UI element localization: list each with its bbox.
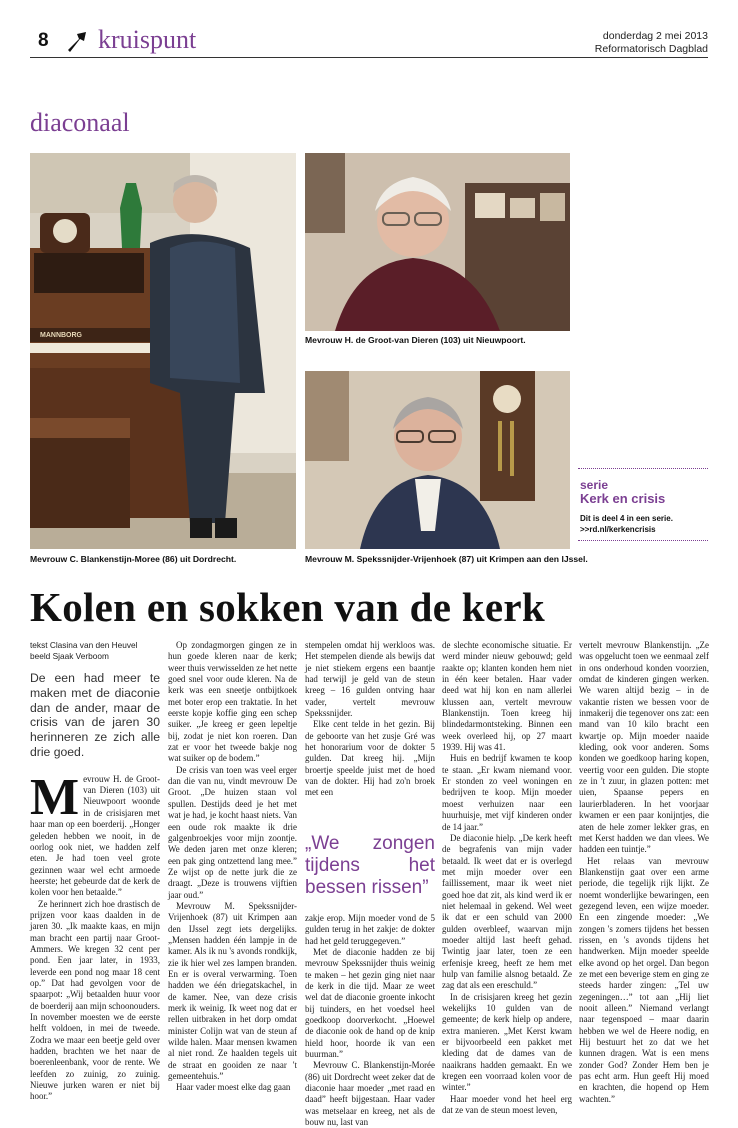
paragraph: de slechte economische situatie. Er werd minder nieuw gebouwd; geld raakte op; klanten konden hem niet in één keer betalen. Haar vader deed wat hij kon en nam allerlei klussen aan, vertelt mevrouw Blankenstijn. Toen kreeg hij blindedarmontsteking. Binnen een week overleed hij, op 27 maart 1939. Hij was 41. [442, 640, 572, 753]
header-divider [30, 57, 708, 58]
serie-info [580, 513, 673, 535]
serie-title: Kerk en crisis [580, 491, 666, 506]
serie-part-text: Dit is deel 4 in een serie. [580, 514, 673, 523]
paragraph: Haar moeder vond het heel erg dat ze van de steun moest leven, [442, 1093, 572, 1116]
drop-cap: M [30, 768, 80, 826]
column-1 [30, 640, 160, 1103]
paragraph: stempelen omdat hij werkloos was. Het stempelen diende als bewijs dat je niet stiekem ergens een baantje had terwijl je geld van de steun kreeg – 16 gulden ontving haar vader, vertelt mevrouw Spekssnijder. [305, 640, 435, 719]
paragraph: In de crisisjaren kreeg het gezin wekelijks 10 gulden van de gemeente; de kerk hielp op andere, extra manieren. „Met Kerst kwam er bijvoorbeeld een pakket met kleding dat de dames van de naaikrans hadden gemaakt. En we kregen een voorraad kolen voor de winter.” [442, 991, 572, 1093]
category-label: diaconaal [30, 108, 130, 137]
paragraph [30, 768, 160, 899]
byline [30, 640, 160, 662]
serie-top-rule [578, 468, 708, 469]
publication-name: Reformatorisch Dagblad [594, 43, 708, 55]
column-3 [305, 640, 435, 1128]
caption-top-right-photo: Mevrouw H. de Groot-van Dieren (103) uit Nieuwpoort. [305, 335, 526, 345]
issue-date: donderdag 2 mei 2013 [602, 30, 708, 42]
paragraph: Mevrouw C. Blankenstijn-Morée (86) uit Dordrecht weet zeker dat de diaconie haar moeder „met raad en daad” heeft bijgestaan. Haar vader was metselaar en kreeg, net als de bouw nu, last van [305, 1060, 435, 1127]
serie-label: serie [580, 478, 609, 492]
paragraph: De crisis van toen was veel erger dan die van nu, vindt mevrouw De Groot. „De huizen staan vol spullen. Destijds deed je het met wat je had, je kocht haast niets. Van een oude rok maakte ik drie galgenbroekjes voor mijn zoontje. We deden jaren met onze kleren; een pak ging ontzettend lang mee.” Ze wijst op de nette jurk die ze draagt. „Deze is trouwens vijftien jaar oud.” [168, 764, 297, 900]
paragraph: Het relaas van mevrouw Blankenstijn gaat over een arme periode, die tegelijk rijk lijkt. Ze noemt wonderlijke bewaringen, een gezegend leven, een wijze moeder. En een zingende moeder: „We zongen 's zomers tijdens het bessen rissen, en 's avonds tijdens het handwerken. Mijn moeder speelde elke avond op het orgel. Dan begon ze met een beverige stem en ging ze steeds harder zingen: „Tel uw zegeningen…” tot aan „Hij liet nooit alleen.” Niemand verlangt naar tegenspoed – maar daarin hebben we wel de Heere nodig, en Hij bestuurt het zo dat we het kunnen dragen. Wat is een mens zonder God? Zonder Hem ben je pas echt arm. Hun geeft Hij moed en krachten, die hopend op Hem wachten.” [579, 855, 709, 1104]
paragraph: De diaconie hielp. „De kerk heeft de begrafenis van mijn vader betaald. Ik weet dat er is overlegd met mijn moeder over een faillissement, maar ik weet niet goed hoe dat zit, als kind werd ik er niet helemaal in gekend. Wel weet ik dat er een schuld van 2000 gulden overbleef, waarvan mijn moeder altijd last heeft gehad. Twintig jaar later, toen ze een erfenisje kreeg, heeft ze hem met hulp van familie alsnog betaald. Ze zag dat als een ereschuld.” [442, 832, 572, 991]
photo-blankenstijn [30, 153, 296, 549]
column-2 [168, 640, 297, 1094]
paragraph: Elke cent telde in het gezin. Bij de geboorte van het zusje Gré was het honorarium voor de dokter 5 gulden. Dat kreeg hij. „Mijn broertje speelde juist met de hoed van de dokter. Hij had zo'n broek met een [305, 719, 435, 798]
serie-bottom-rule [578, 540, 708, 541]
header-meta [595, 30, 708, 56]
photo-spekssnijder [305, 371, 570, 549]
paragraph: zakje erop. Mijn moeder vond de 5 gulden terug in het zakje: de dokter had het geld teruggegeven.” [305, 912, 435, 946]
paragraph: Haar vader moest elke dag gaan [176, 1082, 291, 1093]
byline-photo: beeld Sjaak Verboom [30, 651, 109, 661]
page-number: 8 [38, 30, 49, 51]
pull-quote: „We zongen tijdens het bessen rissen” [305, 832, 435, 898]
paragraph: vertelt mevrouw Blankenstijn. „Ze was opgelucht toen we eenmaal zelf in ons onderhoud konden voorzien, omdat de kinderen gingen werken. We waren altijd bezig – in de vakantie risten we bessen voor de inmakerij die tegenover ons zat: een mand van 10 kilo bracht een kwartje op. Mijn moeder naaide kleding, ook voor anderen. Soms konden we goedkoop haring kopen, veertig voor een gulden. Die stopte ze in 't zuur, in glazen potten: met uien, Spaanse pepers en laurierbladeren. In het voorjaar kwamen er een paar konijntjes, die aten de hele zomer lekker gras, en met Kerst hadden we dan vlees. We hadden een tuintje.” [579, 640, 709, 855]
section-title: kruispunt [98, 25, 197, 54]
harmonium-brand: MANNBORG [40, 332, 82, 339]
paragraph: Met de diaconie hadden ze bij mevrouw Spekssnijder thuis weinig te maken – het gezin ging niet naar de kerk in die tijd. Maar ze weet wel dat de diaconie groente inkocht bij tuinders, en het voedsel heel goedkoop doorverkocht. „Hoewel de diaconie ook de hand op de knip hield hoor, hoorde ik van een buurman.” [305, 946, 435, 1059]
intro-lead: De een had meer te maken met de diaconie dan de ander, maar de crisis van de jaren 30 herinneren ze zich alle drie goed. [30, 671, 160, 759]
column-5 [579, 640, 709, 1105]
kruispunt-logo-icon [66, 30, 88, 52]
caption-bottom-right-photo: Mevrouw M. Spekssnijder-Vrijenhoek (87) uit Krimpen aan den IJssel. [305, 554, 588, 564]
paragraph: Mevrouw M. Spekssnijder-Vrijenhoek (87) uit Krimpen aan den IJssel zegt iets dergelijks. „Mensen hadden één lampje in de kamer. Als ik nu 's avonds rondkijk, zie ik hier wel zes lampen branden. En er is overal verwarming. Toen hadden we één driegatskachel, in de kamer. Nee, van deze crisis merk ik weinig. Ik weet nog dat er rellen uitbraken in het dorp omdat minister Colijn wat van de steun af wilde halen. Maar mensen kwamen al niet rond. Ze haalden tegels uit de straat en gooiden ze naar 't gemeentehuis.” [168, 900, 297, 1082]
paragraph: Huis en bedrijf kwamen te koop te staan. „Er kwam niemand voor. Er stonden zo veel woningen en bedrijven te koop. Mijn moeder moest verhuizen naar een huurhuisje, met vijf kinderen onder de 14 jaar.” [442, 753, 572, 832]
photo-de-groot [305, 153, 570, 331]
article-headline: Kolen en sokken van de kerk [30, 584, 545, 630]
serie-link[interactable]: >>rd.nl/kerkencrisis [580, 525, 656, 534]
paragraph: Ze herinnert zich hoe drastisch de prijzen voor kaas daalden in de jaren 30. „Ik maakte kaas, en mijn man bracht een partij naar Groot-Ammers. We kregen 32 cent per pond. Een jaar later, in 1933, leverde een pond nog maar 18 cent op.” Dat had gevolgen voor de spaarpot: „Wij betaalden huur voor de boerderij aan mijn schoonouders. In november moesten we de eerste helft voldoen, in mei de tweede. Zodra we maar een beetje geld over hadden, brachten we het naar de boerenleenbank, voor de rente. We leefden zo zuinig, zo zuinig. Nieuwe jurken waren er niet bij hoor.” [30, 898, 160, 1102]
paragraph: Op zondagmorgen gingen ze in hun goede kleren naar de kerk; weer thuis verwisselden ze het nette goed snel voor oude kleren. Na de kerk was een sneetje ontbijtkoek met boter erop een traktatie. In het eerste kopje koffie ging een schep suiker. „Je kreeg er geen lepeltje bij, zodat je niet kon roeren. Dan zat er voor het tweede bakje nog wat suiker op de bodem.” [168, 640, 297, 764]
caption-left-photo: Mevrouw C. Blankenstijn-Moree (86) uit Dordrecht. [30, 554, 237, 564]
byline-text: tekst Clasina van den Heuvel [30, 640, 138, 650]
column-4 [442, 640, 572, 1116]
paragraph-text: evrouw H. de Groot-van Dieren (103) uit Nieuwpoort woonde in de crisisjaren met haar man op een boerderij. „Honger geleden hebben we nooit, in de oorlog ook niet, we hadden zelf eten. Je had toen veel grote gezinnen waar wel echt armoede heerste; het gebeurde dat de kerk de kolen voor hen betaalde.” [30, 773, 160, 898]
